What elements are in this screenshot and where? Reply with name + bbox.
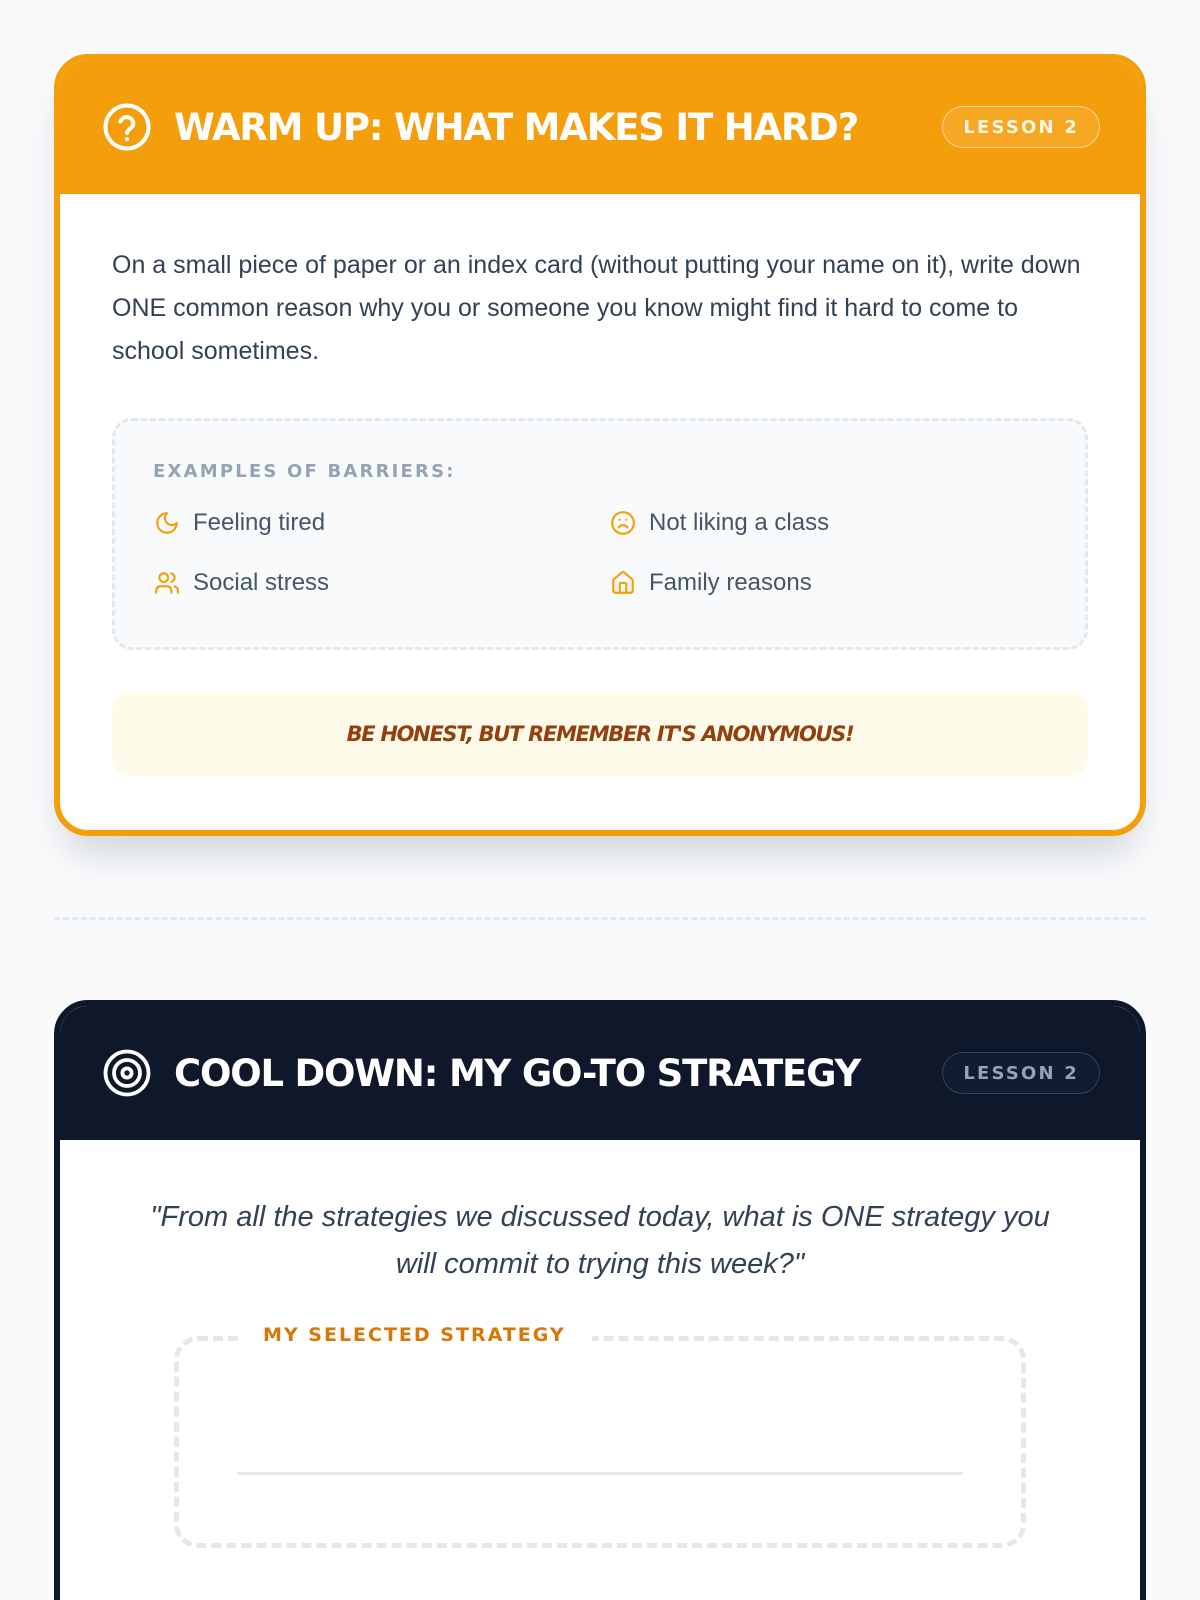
users-icon	[153, 569, 181, 597]
moon-icon	[153, 509, 181, 537]
example-label: Feeling tired	[193, 509, 326, 536]
example-item	[153, 560, 609, 606]
warm-up-card	[54, 54, 1146, 836]
warm-up-instructions: On a small piece of paper or an index card (without putting your name on it), write down ONE common reason why you or someone you know might find it hard to come to school sometimes.	[112, 251, 1081, 365]
examples-box	[112, 418, 1088, 650]
example-label: Not liking a class	[649, 509, 830, 536]
example-item	[153, 500, 609, 546]
strategy-answer-line[interactable]	[237, 1472, 963, 1475]
example-item	[609, 500, 1029, 546]
example-item	[609, 560, 1029, 606]
warm-up-title: WARM UP: WHAT MAKES IT HARD?	[174, 105, 858, 149]
lesson-badge: LESSON 2	[942, 106, 1100, 148]
home-icon	[609, 569, 637, 597]
lesson-badge: LESSON 2	[942, 1052, 1100, 1094]
selected-strategy-label: MY SELECTED STRATEGY	[241, 1324, 592, 1346]
warm-up-header	[60, 60, 1140, 194]
sad-face-icon	[609, 509, 637, 537]
example-label: Family reasons	[649, 569, 812, 596]
examples-list	[153, 500, 1047, 606]
cool-down-body	[60, 1140, 1140, 1548]
example-label: Social stress	[193, 569, 330, 596]
question-circle-icon	[102, 102, 152, 152]
cool-down-header	[60, 1006, 1140, 1140]
cool-down-card	[54, 1000, 1146, 1600]
examples-heading: EXAMPLES OF BARRIERS:	[153, 461, 456, 482]
cool-down-title: COOL DOWN: MY GO-TO STRATEGY	[174, 1051, 861, 1095]
selected-strategy-box[interactable]	[174, 1324, 1026, 1548]
cool-down-prompt: "From all the strategies we discussed today, what is ONE strategy you will commit to trying this week?"	[150, 1201, 1050, 1280]
target-icon	[102, 1048, 152, 1098]
reminder-text: BE HONEST, BUT REMEMBER IT'S ANONYMOUS!	[346, 722, 854, 746]
anonymous-reminder	[112, 692, 1088, 776]
warm-up-body	[60, 194, 1140, 776]
section-divider	[54, 917, 1146, 920]
